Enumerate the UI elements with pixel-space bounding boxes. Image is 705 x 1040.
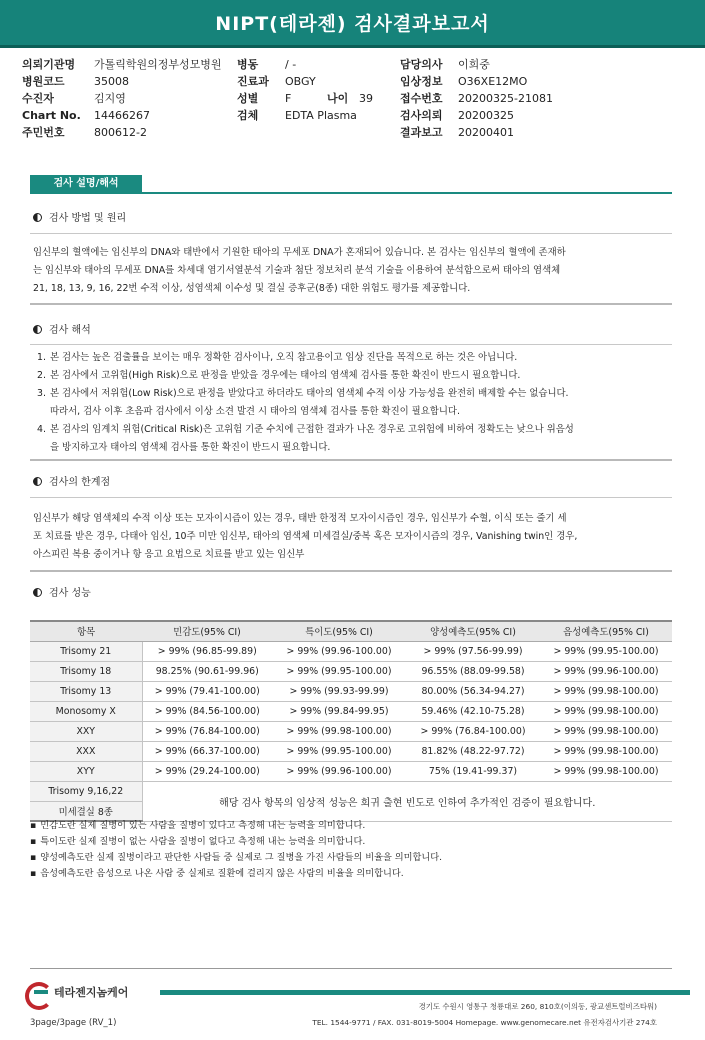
info-value: 김지영 — [94, 92, 126, 105]
info-label: 성별 — [237, 92, 259, 105]
column-header: 음성예측도(95% CI) — [540, 621, 672, 641]
item-number: 2. — [37, 370, 46, 381]
info-label: 병원코드 — [22, 75, 65, 88]
item-line: 을 방지하고자 태아의 염색체 검사를 통한 확진이 반드시 필요합니다. — [50, 442, 331, 453]
table-cell: > 99% (99.95-100.00) — [540, 641, 672, 661]
patient-info-left — [22, 58, 222, 143]
table-row — [30, 701, 672, 721]
half-circle-icon — [33, 325, 42, 334]
limits-heading — [33, 476, 110, 490]
info-value: EDTA Plasma — [285, 109, 357, 122]
info-label: 병동 — [237, 58, 259, 71]
item-text — [50, 385, 569, 421]
page-number: 3page/3page (RV_1) — [30, 1018, 117, 1028]
info-label: 검사의뢰 — [400, 109, 443, 122]
info-label: 수진자 — [22, 92, 54, 105]
table-cell: Trisomy 13 — [30, 681, 142, 701]
logo-icon — [25, 982, 51, 1002]
text-line: 아스피린 복용 중이거나 항 응고 요법으로 치료를 받고 있는 임신부 — [33, 549, 305, 560]
table-cell: XXX — [30, 741, 142, 761]
info-label: 진료과 — [237, 75, 269, 88]
section-tab: 검사 설명/해석 — [30, 175, 142, 193]
table-cell: 미세결실 8종 — [30, 801, 142, 821]
table-cell: > 99% (99.98-100.00) — [540, 761, 672, 781]
footer-contact: TEL. 1544-9771 / FAX. 031-8019-5004 Homepage. www.genomecare.net 유전자검사기관 274호 — [312, 1018, 657, 1027]
info-value: 가톨릭학원의정부성모병원 — [94, 58, 222, 71]
table-cell: > 99% (76.84-100.00) — [406, 721, 540, 741]
note-item: ▪ 음성예측도란 음성으로 나온 사람 중 실제로 질환에 걸리지 않은 사람의 비율을 의미합니다. — [30, 866, 442, 882]
table-cell: > 99% (29.24-100.00) — [142, 761, 272, 781]
table-cell: > 99% (99.93-99.99) — [272, 681, 406, 701]
patient-info-right — [400, 58, 553, 143]
note-item: ▪ 특이도란 실제 질병이 없는 사람을 질병이 없다고 측정해 내는 능력을 의미합니다. — [30, 834, 442, 850]
table-cell: > 99% (96.85-99.89) — [142, 641, 272, 661]
performance-table — [30, 620, 672, 822]
perf-heading — [33, 587, 91, 601]
table-cell: 75% (19.41-99.37) — [406, 761, 540, 781]
list-item — [37, 367, 667, 385]
info-value: 14466267 — [94, 109, 150, 122]
column-header: 특이도(95% CI) — [272, 621, 406, 641]
text-line: 임신부가 해당 염색체의 수적 이상 또는 모자이시즘이 있는 경우, 태반 한정적 모자이시즘인 경우, 임신부가 수혈, 이식 또는 줄기 세 — [33, 513, 567, 524]
table-cell: Monosomy X — [30, 701, 142, 721]
list-item — [37, 349, 667, 367]
info-value: / - — [285, 58, 297, 71]
table-row — [30, 661, 672, 681]
info-label: 담당의사 — [400, 58, 443, 71]
limits-text — [33, 510, 671, 564]
info-label: Chart No. — [22, 109, 81, 122]
column-header: 민감도(95% CI) — [142, 621, 272, 641]
item-number: 3. — [37, 388, 46, 399]
column-header: 양성예측도(95% CI) — [406, 621, 540, 641]
info-label: 의뢰기관명 — [22, 58, 76, 71]
info-value: 35008 — [94, 75, 129, 88]
table-cell: > 99% (99.98-100.00) — [540, 741, 672, 761]
table-cell: Trisomy 9,16,22 — [30, 781, 142, 801]
text-line: 는 임신부와 태아의 무세포 DNA를 차세대 염기서열분석 기술과 첨단 정보처리 분석 기술을 이용하여 분석함으로써 태아의 염색체 — [33, 265, 561, 276]
table-cell: XXY — [30, 721, 142, 741]
info-value: F — [285, 92, 292, 105]
table-row — [30, 721, 672, 741]
column-header: 항목 — [30, 621, 142, 641]
info-label: 검체 — [237, 109, 259, 122]
note-item: ▪ 양성예측도란 실제 질병이라고 판단한 사람들 중 실제로 그 질병을 가진 사람들의 비율을 의미합니다. — [30, 850, 442, 866]
table-cell: Trisomy 21 — [30, 641, 142, 661]
info-label: 결과보고 — [400, 126, 443, 139]
info-value: 800612-2 — [94, 126, 147, 139]
info-label: 나이 — [327, 92, 349, 105]
interp-list — [37, 349, 667, 457]
info-label: 임상정보 — [400, 75, 443, 88]
report-title: NIPT(테라젠) 검사결과보고서 — [0, 0, 705, 48]
text-line: 21, 18, 13, 9, 16, 22번 수적 이상, 성염색체 이수성 및 결실 증후군(8종) 대한 위험도 평가를 제공합니다. — [33, 283, 471, 294]
list-item — [37, 385, 667, 421]
info-label: 접수번호 — [400, 92, 443, 105]
table-cell: > 99% (99.98-100.00) — [540, 681, 672, 701]
table-cell: > 99% (66.37-100.00) — [142, 741, 272, 761]
info-value: O36XE12MO — [458, 75, 528, 88]
text-line: 임신부의 혈액에는 임신부의 DNA와 태반에서 기원한 태아의 무세포 DNA가 혼재되어 있습니다. 본 검사는 임신부의 혈액에 존재하 — [33, 247, 566, 258]
footer-address: 경기도 수원시 영통구 청룡대로 260, 810호(이의동, 광교센트럴비즈타워) — [418, 1002, 657, 1011]
table-cell: 98.25% (90.61-99.96) — [142, 661, 272, 681]
table-row — [30, 681, 672, 701]
half-circle-icon — [33, 213, 42, 222]
table-cell: Trisomy 18 — [30, 661, 142, 681]
list-item — [37, 421, 667, 457]
divider — [30, 344, 672, 345]
item-line: 본 검사에서 저위험(Low Risk)으로 판정을 받았다고 하더라도 태아의 염색체 수적 이상 가능성을 완전히 배제할 수는 없습니다. — [50, 388, 569, 399]
method-text — [33, 244, 671, 298]
table-row — [30, 761, 672, 781]
logo-text: 테라젠지놈케어 — [54, 986, 129, 999]
heading-text: 검사 성능 — [49, 588, 91, 599]
note-item: ▪ 민감도란 실제 질병이 있는 사람을 질병이 있다고 측정해 내는 능력을 의미합니다. — [30, 818, 442, 834]
table-cell: > 99% (97.56-99.99) — [406, 641, 540, 661]
table-cell: > 99% (76.84-100.00) — [142, 721, 272, 741]
table-cell: > 99% (99.98-100.00) — [540, 721, 672, 741]
table-row — [30, 741, 672, 761]
divider — [30, 497, 672, 498]
interp-heading — [33, 324, 91, 338]
heading-text: 검사 방법 및 원리 — [49, 213, 127, 224]
item-line: 본 검사의 임계치 위험(Critical Risk)은 고위험 기준 수치에 근접한 결과가 나온 경우로 고위험에 비하여 정확도는 낮으나 위음성 — [50, 424, 574, 435]
item-number: 1. — [37, 352, 46, 363]
info-value: 20200325 — [458, 109, 514, 122]
divider — [30, 233, 672, 234]
info-value: OBGY — [285, 75, 316, 88]
table-cell: > 99% (79.41-100.00) — [142, 681, 272, 701]
divider — [30, 459, 672, 461]
table-header-row — [30, 621, 672, 641]
info-value: 20200401 — [458, 126, 514, 139]
info-value: 20200325-21081 — [458, 92, 553, 105]
table-cell: 81.82% (48.22-97.72) — [406, 741, 540, 761]
divider — [30, 570, 672, 572]
company-logo — [25, 982, 128, 1002]
item-text: 본 검사에서 고위험(High Risk)으로 판정을 받았을 경우에는 태아의 염색체 검사를 통한 확진이 반드시 필요합니다. — [50, 370, 521, 381]
table-cell: XYY — [30, 761, 142, 781]
item-number: 4. — [37, 424, 46, 435]
patient-info-middle — [237, 58, 373, 126]
tab-divider — [30, 192, 672, 194]
table-cell: > 99% (99.98-100.00) — [272, 721, 406, 741]
info-label: 주민번호 — [22, 126, 65, 139]
info-value: 이희중 — [458, 58, 490, 71]
table-row — [30, 641, 672, 661]
table-cell: 80.00% (56.34-94.27) — [406, 681, 540, 701]
half-circle-icon — [33, 588, 42, 597]
table-cell: > 99% (99.95-100.00) — [272, 741, 406, 761]
item-text — [50, 421, 574, 457]
definition-notes — [30, 818, 442, 882]
table-cell: > 99% (99.96-100.00) — [540, 661, 672, 681]
table-note: 해당 검사 항목의 임상적 성능은 희귀 출현 빈도로 인하여 추가적인 검증이 필요합니다. — [142, 781, 672, 821]
heading-text: 검사의 한계점 — [49, 477, 111, 488]
text-line: 포 치료를 받은 경우, 다태아 임신, 10주 미만 임신부, 태아의 염색체 미세결실/중복 혹은 모자이시즘의 경우, Vanishing twin인 경우, — [33, 531, 578, 542]
table-cell: > 99% (99.96-100.00) — [272, 761, 406, 781]
footer-accent-bar — [160, 990, 690, 995]
table-cell: > 99% (99.98-100.00) — [540, 701, 672, 721]
footer-divider — [30, 968, 672, 969]
table-cell: > 99% (99.96-100.00) — [272, 641, 406, 661]
divider — [30, 303, 672, 305]
method-heading — [33, 212, 126, 226]
table-cell: > 99% (84.56-100.00) — [142, 701, 272, 721]
table-cell: > 99% (99.95-100.00) — [272, 661, 406, 681]
item-line: 따라서, 검사 이후 초음파 검사에서 이상 소견 발견 시 태아의 염색체 검사를 통한 확진이 필요합니다. — [50, 406, 460, 417]
table-row — [30, 781, 672, 801]
half-circle-icon — [33, 477, 42, 486]
table-cell: > 99% (99.84-99.95) — [272, 701, 406, 721]
table-cell: 96.55% (88.09-99.58) — [406, 661, 540, 681]
heading-text: 검사 해석 — [49, 325, 91, 336]
item-text: 본 검사는 높은 검출률을 보이는 매우 정확한 검사이나, 오직 참고용이고 임상 진단을 목적으로 하는 것은 아닙니다. — [50, 352, 518, 363]
info-value: 39 — [359, 92, 373, 105]
table-cell: 59.46% (42.10-75.28) — [406, 701, 540, 721]
